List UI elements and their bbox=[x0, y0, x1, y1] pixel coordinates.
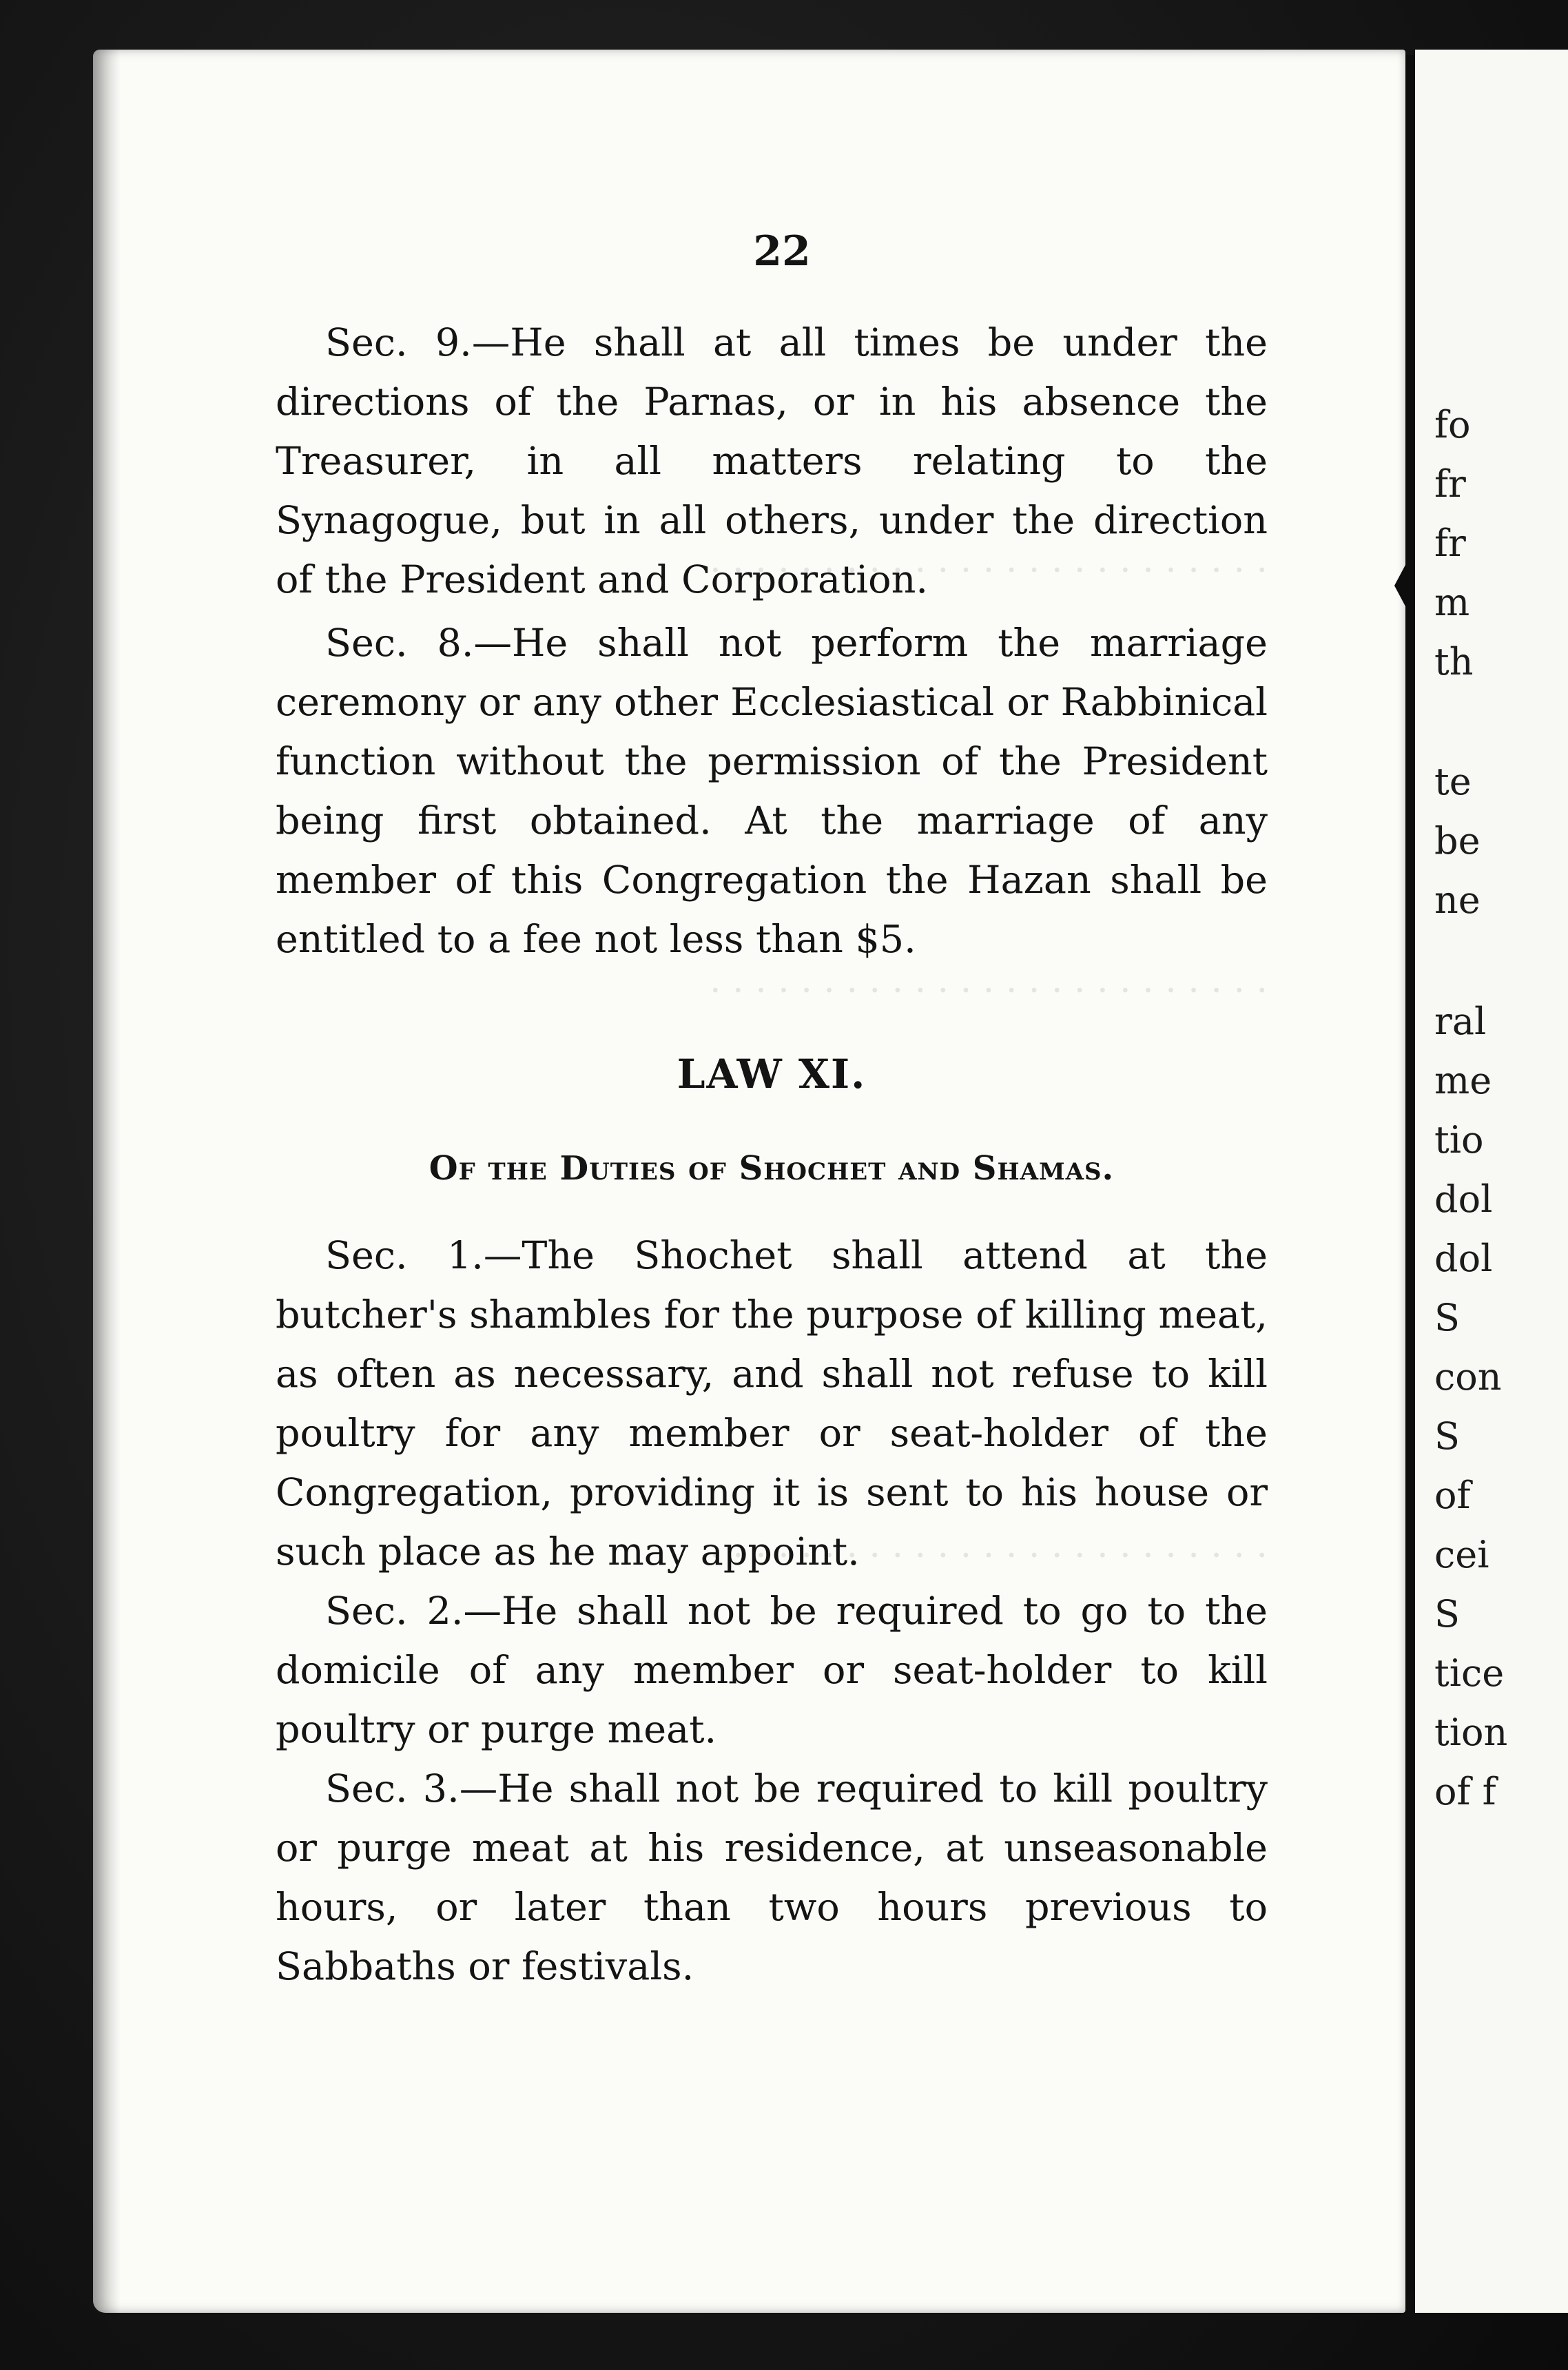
facing-page-fragment: ne bbox=[1434, 878, 1481, 922]
page-shadow bbox=[93, 50, 121, 2313]
gutter-mark-icon bbox=[1381, 565, 1408, 606]
section-2-paragraph: Sec. 2.—He shall not be required to go to the domicile of any member or seat-holder to kill poultry or purge meat. bbox=[276, 1589, 1268, 1752]
facing-page-fragment: dol bbox=[1434, 1177, 1493, 1221]
facing-page-fragment: con bbox=[1434, 1355, 1502, 1399]
section-3-paragraph: Sec. 3.—He shall not be required to kill poultry or purge meat at his residence, at unseasonable hours, or later than two hours previous to Sabbaths or festivals. bbox=[276, 1766, 1268, 1989]
facing-page-fragment: me bbox=[1434, 1059, 1492, 1102]
show-through-text: . . . . . . . . . . . . . . . . . . . . . . . . . bbox=[710, 960, 1268, 1001]
facing-page-fragment: fo bbox=[1434, 403, 1471, 446]
facing-page-fragment: S bbox=[1434, 1296, 1460, 1339]
facing-page-fragment: ral bbox=[1434, 1000, 1487, 1043]
facing-page-fragment: fr bbox=[1434, 462, 1466, 506]
section-9-paragraph: Sec. 9.—He shall at all times be under the directions of the Parnas, or in his absence the Treasurer, in all matters relating to the Synagogue, but in all others, under the direction of the President and Corporation. bbox=[276, 320, 1268, 602]
page-number: 22 bbox=[753, 227, 811, 276]
facing-page-fragment: be bbox=[1434, 819, 1481, 863]
facing-page-fragment: of bbox=[1434, 1474, 1471, 1517]
facing-page-fragment: dol bbox=[1434, 1237, 1493, 1280]
facing-page-fragment: tion bbox=[1434, 1711, 1508, 1754]
facing-page-fragment: S bbox=[1434, 1592, 1460, 1636]
law-subheading: Of the Duties of Shochet and Shamas. bbox=[429, 1149, 1115, 1188]
facing-page-fragment: S bbox=[1434, 1414, 1460, 1458]
book-gutter bbox=[1405, 55, 1415, 2294]
section-block-bottom bbox=[276, 1226, 1268, 1997]
book-page-right bbox=[1415, 50, 1568, 2313]
facing-page-fragment: te bbox=[1434, 760, 1472, 803]
facing-page-fragment: th bbox=[1434, 640, 1474, 683]
facing-page-fragment: m bbox=[1434, 581, 1470, 624]
facing-page-fragment: tice bbox=[1434, 1651, 1505, 1695]
facing-page-fragment: fr bbox=[1434, 522, 1466, 565]
facing-page-fragment: tio bbox=[1434, 1118, 1484, 1162]
section-1-paragraph: Sec. 1.—The Shochet shall attend at the butcher's shambles for the purpose of killing meat, as often as necessary, and shall not refuse to kill poultry for any member or seat-holder of the Congregation, providing it is sent to his house or such place as he may appoint. bbox=[276, 1233, 1268, 1574]
show-through-text: . . . . . . . . . . . . . . . . . . . . . . . . . bbox=[710, 1525, 1268, 1566]
section-block-top bbox=[276, 313, 1268, 969]
show-through-text: . . . . . . . . . . . . . . . . . . . . . . . . . bbox=[710, 539, 1268, 581]
section-8-paragraph: Sec. 8.—He shall not perform the marriage ceremony or any other Ecclesiastical or Rabbinical function without the permission of the President being first obtained. At the marriage of any member of this Congregation the Hazan shall be entitled to a fee not less than $5. bbox=[276, 621, 1268, 962]
facing-page-fragment: of f bbox=[1434, 1770, 1496, 1813]
law-heading: LAW XI. bbox=[677, 1051, 867, 1098]
facing-page-fragment: cei bbox=[1434, 1533, 1489, 1576]
